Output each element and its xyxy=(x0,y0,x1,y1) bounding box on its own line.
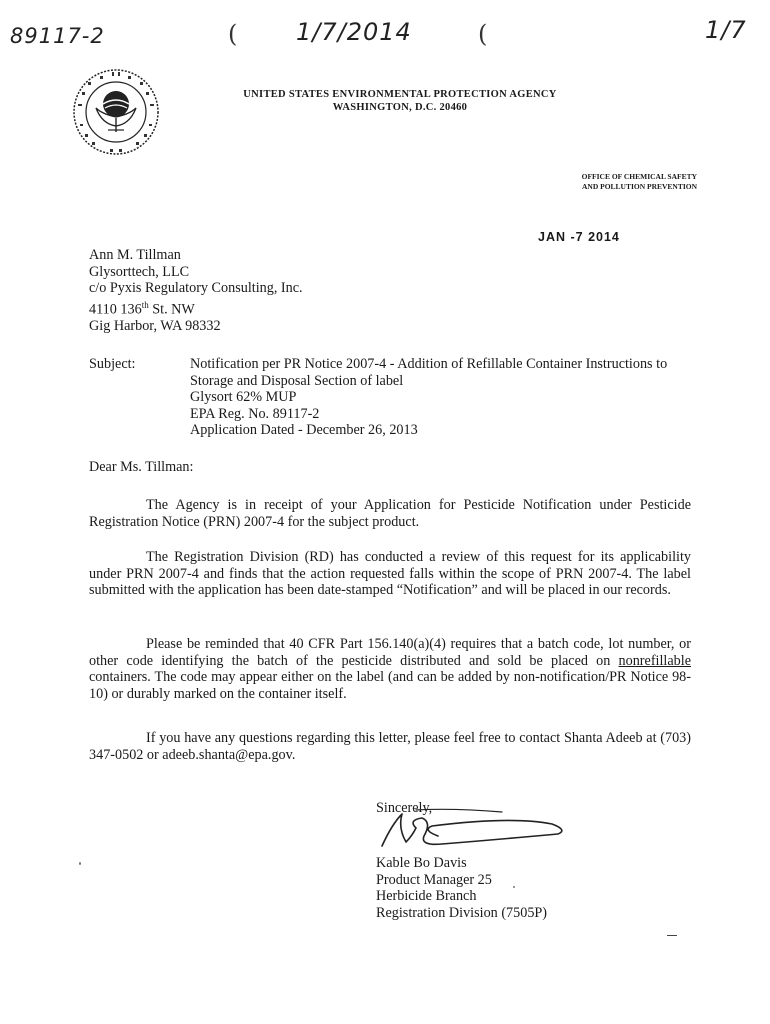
date-stamp: JAN -7 2014 xyxy=(538,230,620,244)
subject-line-2: Storage and Disposal Section of label xyxy=(190,372,404,389)
recipient-company: Glysorttech, LLC xyxy=(89,263,190,280)
signer-name: Kable Bo Davis xyxy=(376,855,467,871)
subject-lines xyxy=(190,356,667,439)
handwritten-reg-number: 89117-2 xyxy=(10,24,105,48)
signer-division: Registration Division (7505P) xyxy=(376,904,548,921)
signer-branch: Herbicide Branch xyxy=(376,888,477,905)
handwritten-page-ref: 1/7 xyxy=(705,16,747,44)
handwritten-paren-right: ( xyxy=(478,20,488,48)
recipient-city: Gig Harbor, WA 98332 xyxy=(89,318,221,335)
nonrefillable-emphasis: nonrefillable xyxy=(618,652,691,669)
subject-line-1: Notification per PR Notice 2007-4 - Addition of Refillable Container Instructions to xyxy=(190,356,668,372)
handwritten-signature xyxy=(372,806,572,856)
subject-label: Subject: xyxy=(89,356,136,372)
subject-line-4: EPA Reg. No. 89117-2 xyxy=(190,405,320,422)
scan-speck xyxy=(79,862,81,865)
recipient-name: Ann M. Tillman xyxy=(89,247,181,263)
recipient-address xyxy=(89,247,303,335)
signer-title: Product Manager 25 xyxy=(376,871,492,888)
office-line-1: OFFICE OF CHEMICAL SAFETY xyxy=(581,172,697,181)
agency-address: WASHINGTON, D.C. 20460 xyxy=(332,102,468,113)
paragraph-2: The Registration Division (RD) has conducted a review of this request for its applicability under PRN 2007-4 and finds that the action requested falls within the scope of PRN 2007-4. The label submitted with the application has been date-stamped “Notification” and will be placed in our records. xyxy=(89,549,691,599)
handwritten-date: 1/7/2014 xyxy=(296,18,412,46)
closing: Sincerely, xyxy=(376,800,433,816)
handwritten-paren-left: ( xyxy=(228,20,238,48)
subject-line-3: Glysort 62% MUP xyxy=(190,389,297,406)
paragraph-4: If you have any questions regarding this letter, please feel free to contact Shanta Adeeb at (703) 347-0502 or adeeb.shanta@epa.gov. xyxy=(89,730,691,763)
subject-line-5: Application Dated - December 26, 2013 xyxy=(190,422,418,439)
signature-icon xyxy=(372,806,572,856)
agency-name: UNITED STATES ENVIRONMENTAL PROTECTION AGENCY xyxy=(243,89,557,100)
signer-block xyxy=(376,855,547,921)
office-line-2: AND POLLUTION PREVENTION xyxy=(581,182,697,191)
paragraph-3: Please be reminded that 40 CFR Part 156.140(a)(4) requires that a batch code, lot number, or other code identifying the batch of the pesticide distributed and sold be placed on nonrefillable containers. The code may appear either on the label (and can be added by non-notification/PR Notice 98-10) or durably marked on the container itself. xyxy=(89,636,691,702)
recipient-care-of: c/o Pyxis Regulatory Consulting, Inc. xyxy=(89,280,303,297)
scan-speck xyxy=(513,886,515,888)
scan-mark xyxy=(667,935,677,936)
paragraph-1: The Agency is in receipt of your Application for Pesticide Notification under Pesticide Registration Notice (PRN) 2007-4 for the subject product. xyxy=(89,497,691,530)
office-name xyxy=(582,172,697,192)
recipient-street: 4110 136th St. NW xyxy=(89,299,195,318)
salutation: Dear Ms. Tillman: xyxy=(89,459,194,475)
